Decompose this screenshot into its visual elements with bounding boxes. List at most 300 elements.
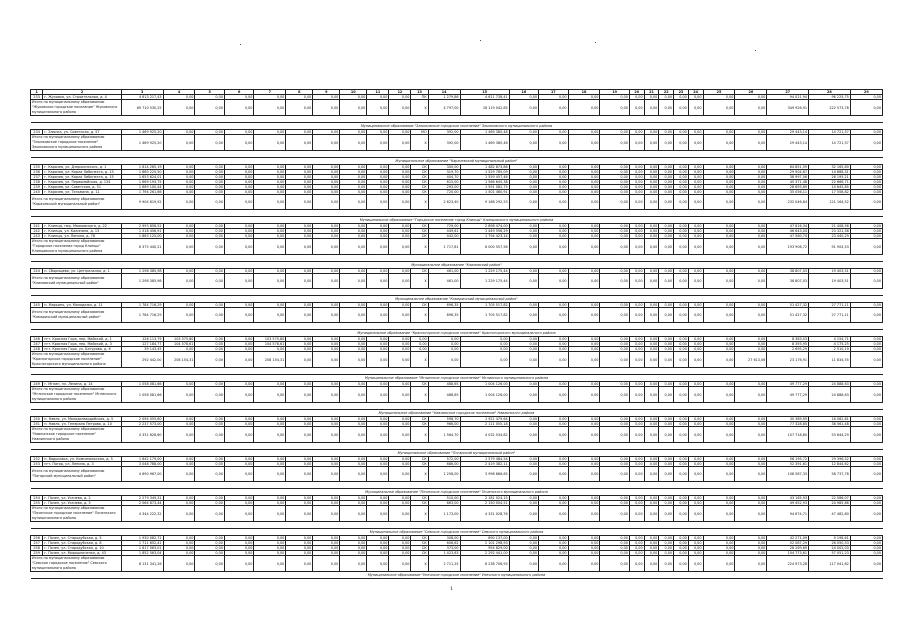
- total-cell: 0,00: [735, 308, 767, 323]
- table-cell: 0,00: [367, 234, 389, 239]
- header-cell: 15: [460, 90, 509, 95]
- total-cell: 0,00: [313, 387, 340, 403]
- spacer-row: [31, 323, 883, 330]
- table-cell: 0,00: [735, 190, 767, 195]
- total-cell: 0,00: [224, 467, 253, 482]
- table-cell: СК: [411, 224, 428, 229]
- header-cell: 9: [313, 90, 340, 95]
- address-cell: п. Марьино, ул. Молодежи, д. 11: [43, 303, 122, 308]
- table-cell: 0,00: [313, 347, 340, 352]
- table-cell: 0,00: [163, 180, 195, 185]
- total-cell: 0,00: [224, 427, 253, 443]
- table-cell: 17 558,82: [809, 190, 851, 195]
- total-cell: 0,00: [286, 352, 313, 368]
- table-cell: 0,00: [389, 224, 411, 229]
- total-cell: 0,00: [688, 506, 703, 522]
- table-cell: 0,00: [389, 269, 411, 274]
- total-cell: 0,00: [568, 308, 600, 323]
- total-cell: Х: [411, 239, 428, 255]
- total-cell: 0,00: [460, 352, 509, 368]
- spacer-cell: [31, 403, 883, 410]
- table-cell: 0,00: [688, 234, 703, 239]
- table-cell: 0,00: [600, 536, 629, 541]
- municipality-title: Муниципальное образование "Мглинское городское поселение" Мглинского муниципального района: [31, 375, 883, 382]
- table-cell: 2 150 004,51: [460, 501, 509, 506]
- total-cell: 0,00: [224, 556, 253, 572]
- municipality-title: Муниципальное образование "Унечское городское поселение" Унечского муниципального района: [31, 572, 883, 579]
- table-cell: 0,00: [688, 303, 703, 308]
- total-cell: 19 403,51: [809, 274, 851, 289]
- total-label: Итого по муниципальному образованию "Навлинское городское поселение" Навлинского района: [31, 427, 122, 443]
- total-label: Итого по муниципальному образованию "Комаричский муниципальный район": [31, 308, 122, 323]
- table-cell: 0,00: [367, 417, 389, 422]
- table-cell: 0,00: [629, 541, 644, 546]
- total-cell: 0,00: [688, 556, 703, 572]
- total-cell: 349 926,91: [767, 100, 809, 116]
- table-cell: СК: [411, 234, 428, 239]
- table-cell: 0,00: [539, 496, 568, 501]
- table-cell: 606,62: [428, 541, 460, 546]
- table-cell: 0,00: [688, 541, 703, 546]
- table-cell: СК: [411, 422, 428, 427]
- table-cell: 0,00: [600, 347, 629, 352]
- table-cell: 0,00: [224, 347, 253, 352]
- address-cell: пгт. Красная Гора, пер. Майский, д. 3: [43, 342, 122, 347]
- table-cell: 0,00: [389, 175, 411, 180]
- table-cell: 0,00: [600, 546, 629, 551]
- table-cell: 0,00: [659, 347, 674, 352]
- table-cell: 0,00: [224, 224, 253, 229]
- total-cell: 0,00: [568, 387, 600, 403]
- table-cell: 0,00: [735, 130, 767, 135]
- table-cell: 0,00: [703, 180, 735, 185]
- table-cell: 663,00: [428, 501, 460, 506]
- table-cell: 0,00: [389, 185, 411, 190]
- municipality-title: Муниципальное образование "Навлинское городское поселение" Навлинского района: [31, 410, 883, 417]
- table-cell: 0,00: [367, 342, 389, 347]
- table-cell: 248: [31, 347, 43, 352]
- table-cell: 0,00: [539, 422, 568, 427]
- table-cell: 0,00: [568, 342, 600, 347]
- table-cell: 245: [31, 303, 43, 308]
- table-cell: 0,00: [195, 234, 224, 239]
- total-cell: 0,00: [674, 352, 689, 368]
- table-cell: 30 389,95: [767, 417, 809, 422]
- table-cell: 0,00: [674, 269, 689, 274]
- total-cell: Х: [411, 387, 428, 403]
- table-cell: СК: [411, 185, 428, 190]
- table-cell: 0,00: [735, 501, 767, 506]
- total-cell: 0,00: [600, 427, 629, 443]
- total-cell: 0,00: [735, 239, 767, 255]
- total-cell: 1 058 081,66: [121, 387, 163, 403]
- total-cell: 0,00: [539, 352, 568, 368]
- table-cell: 0,00: [659, 224, 674, 229]
- table-cell: 1 469 925,20: [121, 130, 163, 135]
- table-cell: 0,00: [367, 501, 389, 506]
- total-cell: 0,00: [539, 467, 568, 482]
- table-cell: 0,00: [313, 457, 340, 462]
- table-cell: 14 868,31: [809, 170, 851, 175]
- total-row: [31, 556, 883, 572]
- header-cell: 21: [644, 90, 659, 95]
- table-cell: 0,00: [600, 180, 629, 185]
- total-label: Итого по муниципальному образованию "Севское городское поселение" Севского муниципального района: [31, 556, 122, 572]
- total-row: [31, 135, 883, 151]
- total-cell: 0,00: [735, 100, 767, 116]
- table-cell: СК: [411, 417, 428, 422]
- total-cell: 0,00: [539, 556, 568, 572]
- table-cell: 0,00: [539, 417, 568, 422]
- table-cell: ПК: [411, 95, 428, 100]
- total-cell: 0,00: [163, 427, 195, 443]
- table-cell: 0,00: [539, 130, 568, 135]
- header-cell: 11: [367, 90, 389, 95]
- table-cell: 0,00: [286, 342, 313, 347]
- total-cell: 0,00: [163, 556, 195, 572]
- municipality-title-row: [31, 330, 883, 337]
- table-cell: 0,00: [674, 551, 689, 556]
- table-cell: 0,00: [568, 175, 600, 180]
- table-cell: 2 111 055,18: [460, 422, 509, 427]
- table-cell: 0,00: [600, 382, 629, 387]
- table-cell: 0,00: [367, 170, 389, 175]
- table-cell: 0,00: [850, 541, 882, 546]
- table-cell: 0,00: [850, 303, 882, 308]
- total-cell: 0,00: [644, 100, 659, 116]
- table-cell: 1 229 175,44: [460, 269, 509, 274]
- table-cell: 0,00: [367, 95, 389, 100]
- table-cell: 104 773,61: [767, 551, 809, 556]
- table-cell: 0,00: [644, 536, 659, 541]
- table-cell: 0,00: [340, 130, 367, 135]
- table-cell: 1 863 125,00: [121, 234, 163, 239]
- table-cell: 0,00: [539, 185, 568, 190]
- table-cell: 0,00: [509, 541, 538, 546]
- total-cell: 488,65: [428, 387, 460, 403]
- table-cell: 0,00: [224, 541, 253, 546]
- table-cell: 0,00: [703, 382, 735, 387]
- table-cell: 0,00: [735, 541, 767, 546]
- table-cell: 0,00: [703, 462, 735, 467]
- total-cell: 0,00: [340, 467, 367, 482]
- table-cell: 0,00: [735, 95, 767, 100]
- total-cell: 0,00: [509, 556, 538, 572]
- total-cell: 47 482,80: [809, 506, 851, 522]
- table-cell: МО: [411, 130, 428, 135]
- table-cell: 0,00: [163, 457, 195, 462]
- table-cell: 0,00: [568, 165, 600, 170]
- table-cell: 0,00: [629, 224, 644, 229]
- table-cell: 9 198,61: [809, 536, 851, 541]
- total-cell: 0,00: [195, 506, 224, 522]
- total-cell: 232 046,64: [767, 195, 809, 210]
- total-cell: 1 705 517,82: [460, 308, 509, 323]
- table-cell: 0,00: [644, 190, 659, 195]
- table-cell: 0,00: [850, 234, 882, 239]
- table-cell: 0,00: [411, 347, 428, 352]
- municipality-title: Муниципальное образование "Городское поселение город Клинцы" Клинцовского муниципального района: [31, 217, 883, 224]
- total-cell: 2 623,40: [428, 195, 460, 210]
- table-cell: 0,00: [703, 337, 735, 342]
- table-cell: 0,00: [539, 382, 568, 387]
- table-cell: 38 997,06: [767, 175, 809, 180]
- table-cell: 488,65: [428, 382, 460, 387]
- table-cell: 0,00: [629, 462, 644, 467]
- table-cell: 0,00: [703, 269, 735, 274]
- total-cell: 0,00: [428, 352, 460, 368]
- total-cell: 0,00: [539, 239, 568, 255]
- total-cell: 0,00: [735, 427, 767, 443]
- total-cell: 0,00: [568, 135, 600, 151]
- total-cell: 0,00: [340, 274, 367, 289]
- total-cell: 0,00: [644, 427, 659, 443]
- table-cell: 0,00: [254, 95, 286, 100]
- total-cell: 0,00: [568, 556, 600, 572]
- total-cell: 0,00: [340, 506, 367, 522]
- table-cell: 0,00: [313, 175, 340, 180]
- total-cell: 0,00: [539, 308, 568, 323]
- table-cell: 0,00: [674, 417, 689, 422]
- table-cell: 0,00: [539, 165, 568, 170]
- table-cell: 0,00: [850, 551, 882, 556]
- total-cell: 0,00: [286, 135, 313, 151]
- header-cell: 26: [735, 90, 767, 95]
- total-cell: 0,00: [367, 506, 389, 522]
- total-row: [31, 239, 883, 255]
- table-cell: 0,00: [659, 190, 674, 195]
- total-cell: 0,00: [313, 427, 340, 443]
- total-cell: 0,00: [286, 506, 313, 522]
- table-cell: 0,00: [286, 536, 313, 541]
- table-cell: 1 518 456,91: [121, 229, 163, 234]
- address-cell: г. Клинцы, пер. Маяковского, д. 22: [43, 224, 122, 229]
- table-cell: 252: [31, 457, 43, 462]
- table-cell: 0,00: [224, 382, 253, 387]
- table-cell: 0,00: [195, 382, 224, 387]
- table-cell: 127 184,77: [121, 342, 163, 347]
- table-cell: СК: [411, 165, 428, 170]
- total-cell: 0,00: [367, 239, 389, 255]
- table-cell: 0,00: [568, 496, 600, 501]
- table-cell: СК: [411, 175, 428, 180]
- table-cell: 0,00: [539, 95, 568, 100]
- total-row: [31, 100, 883, 116]
- total-cell: 29 443,14: [767, 135, 809, 151]
- table-cell: 0,00: [659, 229, 674, 234]
- total-row: [31, 387, 883, 403]
- table-cell: 461,00: [428, 269, 460, 274]
- table-cell: 0,00: [340, 224, 367, 229]
- table-cell: 0,00: [389, 546, 411, 551]
- table-cell: 0,00: [568, 190, 600, 195]
- table-cell: 0,00: [735, 496, 767, 501]
- table-cell: 29 904,67: [767, 170, 809, 175]
- total-cell: 0,00: [313, 100, 340, 116]
- table-cell: 0,00: [195, 224, 224, 229]
- table-cell: СК: [411, 190, 428, 195]
- table-cell: 0,00: [163, 501, 195, 506]
- table-cell: 0,00: [313, 234, 340, 239]
- table-cell: 0,00: [688, 536, 703, 541]
- table-cell: 0,00: [340, 303, 367, 308]
- table-cell: 0,00: [703, 224, 735, 229]
- table-cell: 0,00: [568, 382, 600, 387]
- table-cell: 0,00: [629, 337, 644, 342]
- total-cell: 4 331 028,76: [460, 506, 509, 522]
- table-cell: 0,00: [688, 462, 703, 467]
- total-cell: 0,00: [195, 352, 224, 368]
- table-cell: 0,00: [629, 382, 644, 387]
- total-cell: 6 375 440,21: [121, 239, 163, 255]
- total-cell: 0,00: [313, 506, 340, 522]
- table-cell: 0,00: [340, 546, 367, 551]
- table-cell: 0,00: [568, 234, 600, 239]
- table-cell: 0,00: [659, 546, 674, 551]
- total-cell: 0,00: [254, 308, 286, 323]
- table-cell: 0,00: [600, 417, 629, 422]
- table-cell: 0,00: [644, 422, 659, 427]
- table-cell: 259: [31, 551, 43, 556]
- table-cell: 0,00: [163, 551, 195, 556]
- table-cell: 1 653 624,01: [121, 175, 163, 180]
- table-cell: 0,00: [568, 347, 600, 352]
- table-cell: 1 614 265,19: [121, 165, 163, 170]
- table-cell: 0,00: [629, 269, 644, 274]
- table-cell: 0,00: [644, 175, 659, 180]
- total-cell: 0,00: [659, 506, 674, 522]
- table-cell: 0,00: [600, 130, 629, 135]
- header-cell: 8: [286, 90, 313, 95]
- table-cell: 0,00: [367, 224, 389, 229]
- table-cell: 0,00: [313, 546, 340, 551]
- table-cell: 0,00: [313, 185, 340, 190]
- table-cell: 0,00: [850, 269, 882, 274]
- table-cell: 0,00: [389, 417, 411, 422]
- table-cell: 0,00: [703, 130, 735, 135]
- total-cell: 0,00: [735, 195, 767, 210]
- table-cell: 12 844,62: [809, 462, 851, 467]
- table-cell: 0,00: [367, 551, 389, 556]
- table-cell: 47 560,74: [767, 234, 809, 239]
- total-cell: 0,00: [688, 352, 703, 368]
- table-cell: 0,00: [659, 234, 674, 239]
- table-cell: 0,00: [509, 180, 538, 185]
- total-cell: 0,00: [600, 308, 629, 323]
- table-cell: 0,00: [313, 170, 340, 175]
- header-cell: 25: [703, 90, 735, 95]
- table-cell: 0,00: [644, 180, 659, 185]
- table-cell: 0,00: [568, 224, 600, 229]
- municipality-title: Муниципальное образование "Севское городское поселение" Севского муниципального района: [31, 529, 883, 536]
- table-cell: 0,00: [735, 417, 767, 422]
- table-cell: 0,00: [600, 303, 629, 308]
- total-cell: 0,00: [568, 352, 600, 368]
- total-cell: 9 904 619,92: [121, 195, 163, 210]
- table-cell: 0,00: [688, 496, 703, 501]
- table-cell: 0,00: [644, 229, 659, 234]
- municipality-title-row: [31, 158, 883, 165]
- total-cell: 0,00: [340, 387, 367, 403]
- table-cell: 0,00: [659, 417, 674, 422]
- table-cell: 0,00: [224, 95, 253, 100]
- total-cell: 0,00: [644, 274, 659, 289]
- table-cell: 0,00: [644, 382, 659, 387]
- table-cell: 0,00: [674, 165, 689, 170]
- table-cell: 0,00: [195, 185, 224, 190]
- table-cell: 0,00: [163, 417, 195, 422]
- table-cell: 0,00: [644, 496, 659, 501]
- table-cell: 0,00: [659, 180, 674, 185]
- table-cell: 0,00: [340, 496, 367, 501]
- table-cell: 2 064 873,44: [121, 501, 163, 506]
- table-cell: 0,00: [367, 462, 389, 467]
- table-cell: 0,00: [629, 95, 644, 100]
- table-cell: СК: [411, 462, 428, 467]
- total-cell: 0,00: [286, 556, 313, 572]
- table-cell: 240: [31, 190, 43, 195]
- table-cell: 0,00: [509, 337, 538, 342]
- table-cell: 38 807,03: [767, 269, 809, 274]
- total-cell: 0,00: [286, 195, 313, 210]
- table-cell: 293,00: [428, 185, 460, 190]
- table-cell: 0,00: [629, 190, 644, 195]
- table-cell: 0,00: [313, 337, 340, 342]
- table-cell: 0,00: [389, 496, 411, 501]
- table-cell: 0,00: [286, 303, 313, 308]
- table-cell: 0,00: [600, 337, 629, 342]
- table-cell: 0,00: [629, 303, 644, 308]
- spacer-row: [31, 482, 883, 489]
- table-cell: 0,00: [600, 229, 629, 234]
- table-cell: 0,00: [674, 303, 689, 308]
- table-cell: 0,00: [600, 462, 629, 467]
- table-cell: 0,00: [286, 234, 313, 239]
- table-cell: 0,00: [850, 546, 882, 551]
- total-cell: 0,00: [850, 100, 882, 116]
- table-cell: 0,00: [367, 382, 389, 387]
- spacer-row: [31, 522, 883, 529]
- table-cell: 255: [31, 501, 43, 506]
- total-cell: 0,00: [313, 308, 340, 323]
- table-cell: 572,00: [428, 457, 460, 462]
- total-cell: 51 427,32: [767, 308, 809, 323]
- total-cell: 0,00: [286, 308, 313, 323]
- total-cell: 0,00: [389, 506, 411, 522]
- table-cell: 32 165,80: [809, 165, 851, 170]
- table-cell: 0,00: [286, 417, 313, 422]
- table-cell: 0,00: [674, 130, 689, 135]
- total-cell: 0,00: [254, 506, 286, 522]
- table-cell: 0,00: [313, 496, 340, 501]
- table-cell: 0,00: [568, 422, 600, 427]
- table-cell: 104 578,61: [163, 342, 195, 347]
- table-cell: 0,00: [509, 457, 538, 462]
- spacer-cell: [31, 289, 883, 296]
- table-cell: 234: [31, 130, 43, 135]
- table-cell: 0,00: [313, 180, 340, 185]
- table-cell: 0,00: [509, 190, 538, 195]
- total-cell: 53 644,29: [809, 427, 851, 443]
- scan-speck: [480, 40, 481, 41]
- municipality-title: Муниципальное образование "Почепское городское поселение" Почепского муниципального района: [31, 489, 883, 496]
- total-cell: 0,00: [629, 195, 644, 210]
- table-cell: 0,00: [509, 536, 538, 541]
- total-cell: 58 737,78: [809, 467, 851, 482]
- total-cell: 0,00: [644, 467, 659, 482]
- total-cell: 0,00: [195, 556, 224, 572]
- table-cell: 0,00: [600, 95, 629, 100]
